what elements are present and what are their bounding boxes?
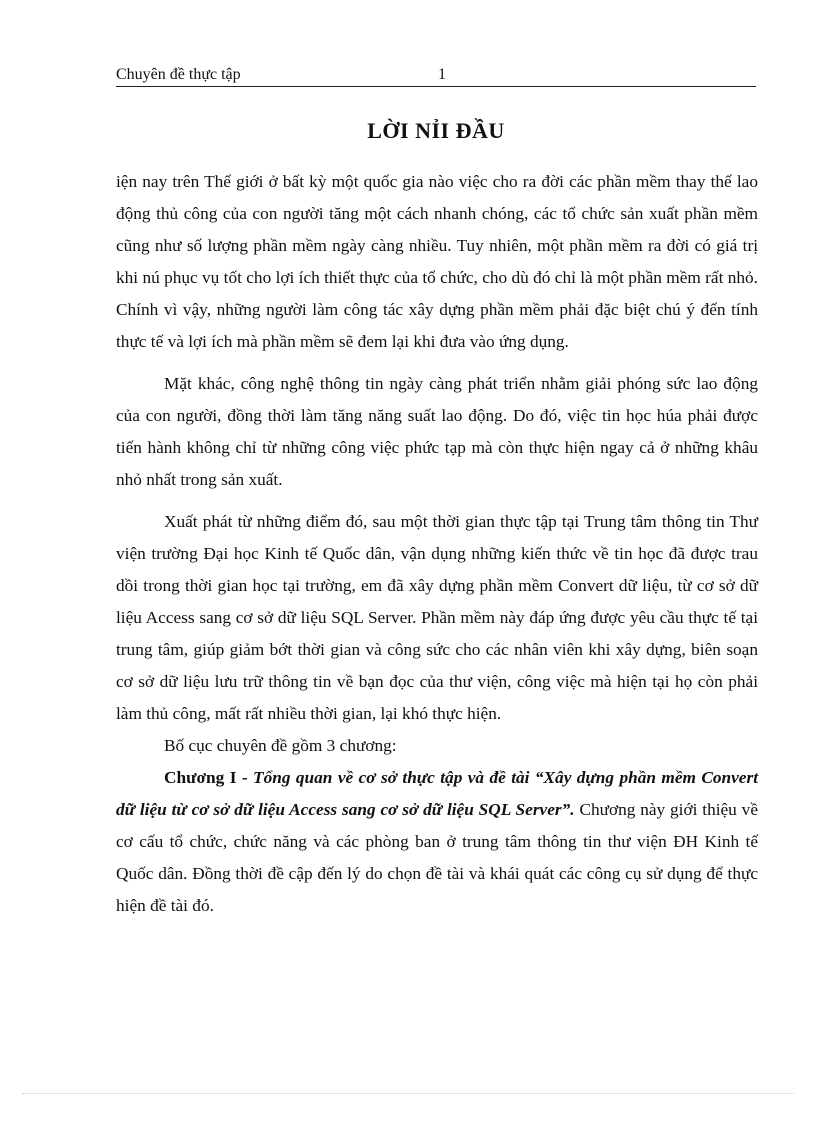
page-bottom-border: [22, 1093, 794, 1094]
page-title: LỜI NỈI ĐẦU: [367, 118, 505, 143]
chapter-description: Chương này giới thiệu về cơ cấu tổ chức, chức năng và các phòng ban ở trung tâm thông tin thư viện ĐH Kinh tế Quốc dân. Đồng thời đề cập đến lý do chọn đề tài và khái quát các công cụ sử dụng để thực hiện đề tài đó.: [116, 800, 758, 915]
chapter-label: Chương I -: [164, 768, 248, 787]
document-body: [116, 166, 758, 922]
page-header: [116, 66, 756, 87]
paragraph-chapter-1: [116, 762, 758, 922]
paragraph-project: Xuất phát từ những điểm đó, sau một thời gian thực tập tại Trung tâm thông tin Thư viện trường Đại học Kinh tế Quốc dân, vận dụng những kiến thức về tin học đã được trau dồi trong thời gian học tại trường, em đã xây dựng phần mềm Convert dữ liệu, từ cơ sở dữ liệu Access sang cơ sở dữ liệu SQL Server. Phần mềm này đáp ứng được yêu cầu thực tế tại trung tâm, giúp giảm bớt thời gian và công sức cho các nhân viên khi xây dựng, biên soạn cơ sở dữ liệu lưu trữ thông tin về bạn đọc của thư viện, công việc mà hiện tại họ còn phải làm thủ công, mất rất nhiều thời gian, lại khó thực hiện.: [116, 512, 758, 723]
document-name: Chuyên đề thực tập: [116, 66, 241, 83]
chapter-title: Tổng quan về cơ sở thực tập và đề tài “Xây dựng phần mềm Convert dữ liệu từ cơ sở dữ liệu Access sang cơ sở dữ liệu SQL Server”.: [116, 768, 759, 819]
paragraph-technology: Mặt khác, công nghệ thông tin ngày càng phát triển nhằm giải phóng sức lao động của con người, đồng thời làm tăng năng suất lao động. Do đó, việc tin học húa phải được tiến hành không chỉ từ những công việc phức tạp mà còn thực hiện ngay cả ở những khâu nhỏ nhất trong sản xuất.: [116, 374, 758, 489]
page-number: 1: [438, 66, 446, 83]
paragraph-intro: iện nay trên Thế giới ở bất kỳ một quốc gia nào việc cho ra đời các phần mềm thay thế lao động thủ công của con người tăng một cách nhanh chóng, các tổ chức sản xuất phần mềm cũng như số lượng phần mềm ngày càng nhiều. Tuy nhiên, một phần mềm ra đời có giá trị khi nú phục vụ tốt cho lợi ích thiết thực của tổ chức, cho dù đó chỉ là một phần mềm rất nhỏ. Chính vì vậy, những người làm công tác xây dựng phần mềm phải đặc biệt chú ý đến tính thực tế và lợi ích mà phần mềm sẽ đem lại khi đưa vào ứng dụng.: [116, 172, 758, 351]
paragraph-outline: Bố cục chuyên đề gồm 3 chương:: [164, 736, 397, 755]
